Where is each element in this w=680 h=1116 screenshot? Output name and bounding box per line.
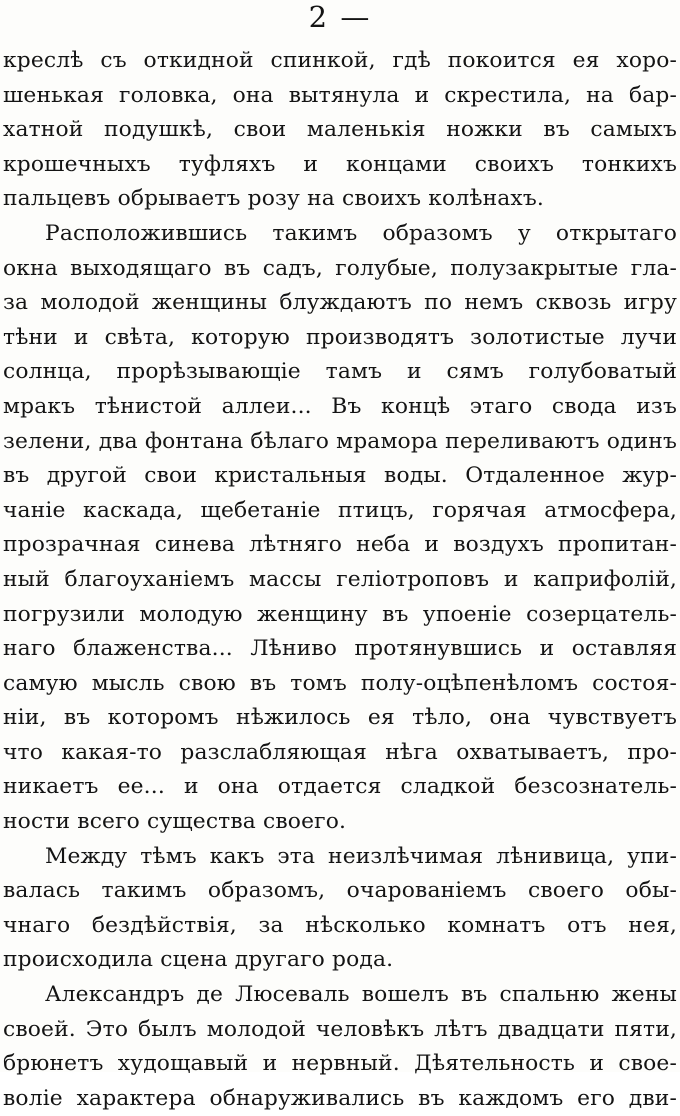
page-text [3, 44, 677, 1116]
text-line: тѣни и свѣта, которую производятъ золотистые лучи [3, 324, 677, 350]
text-line: что какая-то разслабляющая нѣга охватываетъ, про- [3, 739, 677, 765]
text-line: брюнетъ худощавый и нервный. Дѣятельность и свое- [3, 1051, 677, 1077]
text-line: ности всего существа своего. [3, 809, 347, 835]
paragraph-2 [3, 217, 677, 840]
text-line: зелени, два фонтана бѣлаго мрамора переливаютъ одинъ [3, 428, 677, 454]
page-number: 2 — [308, 0, 372, 34]
text-line: Александръ де Люсеваль вошелъ въ спальню жены [45, 982, 677, 1008]
text-line: мракъ тѣнистой аллеи... Въ концѣ этаго свода изъ [3, 393, 677, 419]
text-line: ный благоуханіемъ массы геліотроповъ и каприфолій, [3, 566, 677, 592]
text-line: самую мысль свою въ томъ полу-оцѣпенѣломъ состоя- [3, 670, 677, 696]
text-line: погрузили молодую женщину въ упоеніе созерцатель- [3, 601, 677, 627]
text-line: пальцевъ обрываетъ розу на своихъ колѣнахъ. [3, 186, 544, 212]
text-line: въ другой свои кристальныя воды. Отдаленное жур- [3, 463, 677, 489]
text-line: за молодой женщины блуждаютъ по немъ сквозь игру [3, 290, 677, 316]
text-line: наго блаженства... Лѣниво протянувшись и оставляя [3, 636, 677, 662]
text-line: Расположившись такимъ образомъ у открытаго [45, 220, 677, 246]
text-line: чнаго бездѣйствія, за нѣсколько комнатъ отъ нея, [3, 912, 677, 938]
text-line: Между тѣмъ какъ эта неизлѣчимая лѣнивица, упи- [45, 843, 677, 869]
text-line: происходила сцена другаго рода. [3, 947, 394, 973]
paragraph-4 [3, 978, 677, 1116]
text-line: валась такимъ образомъ, очарованіемъ своего обы- [3, 878, 677, 904]
text-line: шенькая головка, она вытянула и скрестила, на бар- [3, 82, 677, 108]
text-line: воліе характера обнаруживались въ каждомъ его дви- [3, 1085, 677, 1111]
text-line: ніи, въ которомъ нѣжилось ея тѣло, она чувствуетъ [3, 705, 677, 731]
text-line: хатной подушкѣ, свои маленькія ножки въ самыхъ [3, 117, 677, 143]
text-line: солнца, прорѣзывающіе тамъ и сямъ голубоватый [3, 359, 677, 385]
text-line: своей. Это былъ молодой человѣкъ лѣтъ двадцати пяти, [3, 1016, 677, 1042]
text-line: крошечныхъ туфляхъ и концами своихъ тонкихъ [3, 151, 677, 177]
text-line: прозрачная синева лѣтняго неба и воздухъ пропитан- [3, 532, 677, 558]
paragraph-3 [3, 840, 677, 978]
text-line: чаніе каскада, щебетаніе птицъ, горячая атмосфера, [3, 497, 677, 523]
text-line: окна выходящаго въ садъ, голубые, полузакрытые гла- [3, 255, 677, 281]
text-line: креслѣ съ откидной спинкой, гдѣ покоится ея хоро- [3, 48, 677, 73]
paragraph-1 [3, 44, 677, 217]
text-line: никаетъ ее... и она отдается сладкой безсознатель- [3, 774, 677, 800]
